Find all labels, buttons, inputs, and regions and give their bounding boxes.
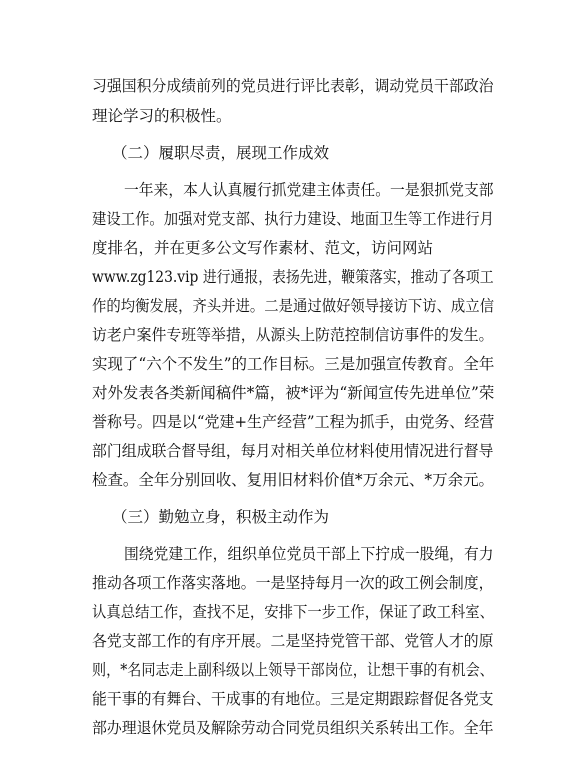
text-line (0, 600, 586, 624)
text-line (0, 468, 586, 492)
text-line (0, 265, 586, 289)
line-text: 誉称号。四是以“党建+生产经营”工程为抓手，由党务、经营 (92, 413, 495, 431)
heading-text: （二）履职尽责，展现工作成效 (112, 144, 330, 162)
line-text: 对外发表各类新闻稿件*篇，被*评为“新闻宣传先进单位”荣 (92, 384, 495, 402)
line-text: www.zg123.vip 进行通报，表扬先进，鞭策落实，推动了各项工 (92, 268, 494, 286)
text-line (0, 542, 586, 566)
text-line (0, 410, 586, 434)
line-text: 部办理退休党员及解除劳动合同党员组织关系转出工作。全年 (92, 719, 494, 737)
line-text: 认真总结工作，查找不足，安排下一步工作，保证了政工科室、 (92, 603, 495, 621)
text-line (0, 381, 586, 405)
text-line (0, 571, 586, 595)
text-line (0, 104, 586, 128)
line-text: 推动各项工作落实落地。一是坚持每月一次的政工例会制度， (92, 574, 494, 592)
section-heading (0, 141, 586, 165)
line-text: 建设工作。加强对党支部、执行力建设、地面卫生等工作进行月 (92, 210, 495, 228)
text-line (0, 207, 586, 231)
line-text: 检查。全年分别回收、复用旧材料价值*万余元、*万余元。 (92, 471, 495, 489)
heading-text: （三）勤勉立身，积极主动作为 (112, 508, 330, 526)
line-text: 作的均衡发展，齐头并进。二是通过做好领导接访下访、成立信 (92, 297, 495, 315)
text-line (0, 178, 586, 202)
text-line (0, 74, 586, 98)
line-text: 实现了“六个不发生”的工作目标。三是加强宣传教育。全年 (92, 355, 495, 373)
text-line (0, 629, 586, 653)
line-text: 各党支部工作的有序开展。二是坚持党管干部、党管人才的原 (92, 632, 494, 650)
line-text: 则，*名同志走上副科级以上领导干部岗位，让想干事的有机会、 (92, 661, 494, 679)
line-text: 部门组成联合督导组，每月对相关单位材料使用情况进行督导 (92, 442, 494, 460)
line-text: 能干事的有舞台、干成事的有地位。三是定期跟踪督促各党支 (92, 690, 494, 708)
line-text: 理论学习的积极性。 (92, 107, 232, 125)
section-heading (0, 505, 586, 529)
text-line (0, 658, 586, 682)
text-line (0, 687, 586, 711)
text-line (0, 323, 586, 347)
line-text: 围绕党建工作，组织单位党员干部上下拧成一股绳，有力 (124, 545, 494, 563)
text-line (0, 236, 586, 260)
text-line (0, 716, 586, 740)
text-line (0, 439, 586, 463)
text-line (0, 294, 586, 318)
line-text: 访老户案件专班等举措，从源头上防范控制信访事件的发生。 (92, 326, 494, 344)
text-line (0, 352, 586, 376)
line-text: 一年来，本人认真履行抓党建主体责任。一是狠抓党支部 (124, 181, 494, 199)
line-text: 度排名，并在更多公文写作素材、范文，访问网站 (92, 239, 434, 257)
line-text: 习强国积分成绩前列的党员进行评比表彰，调动党员干部政治 (92, 77, 494, 95)
